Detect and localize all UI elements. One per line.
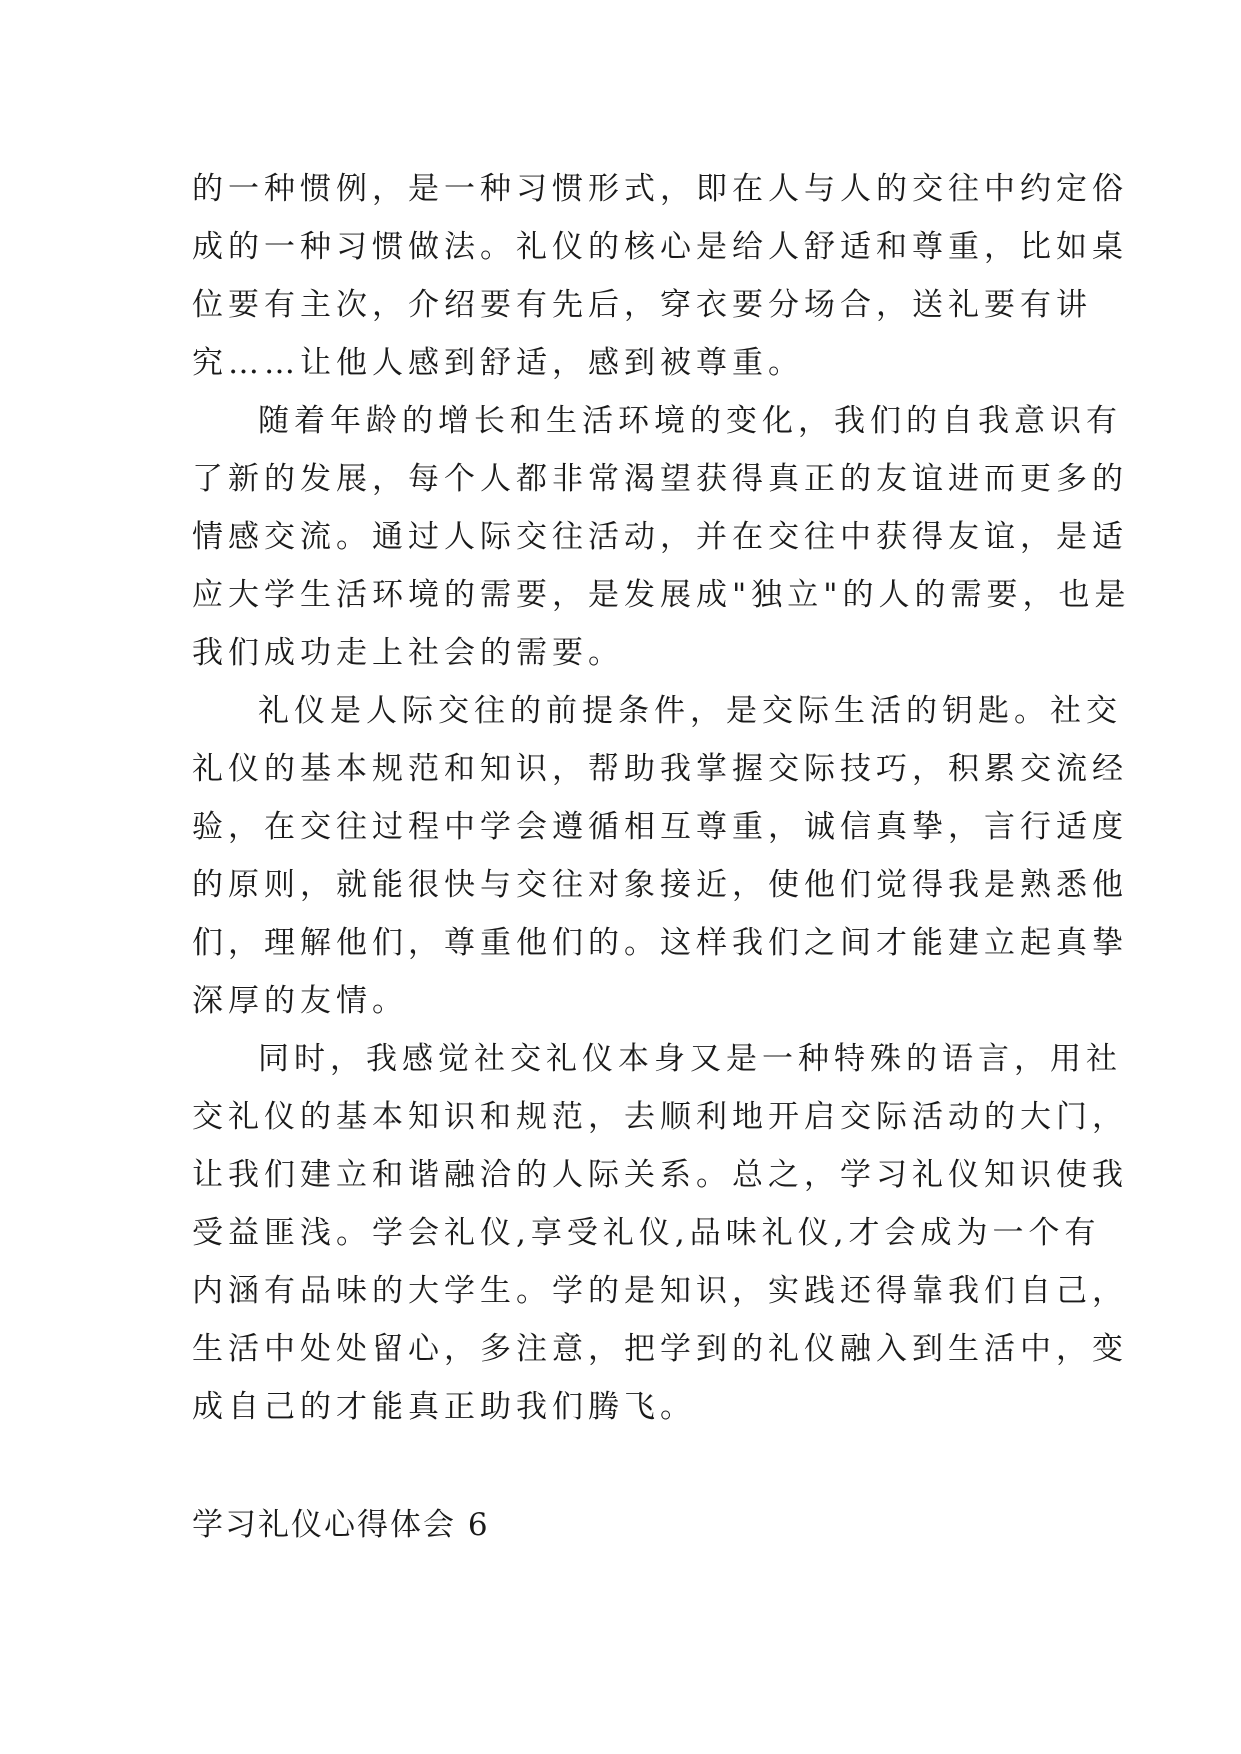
text-line: 究……让他人感到舒适，感到被尊重。 bbox=[192, 345, 804, 381]
text-line: 情感交流。通过人际交往活动，并在交往中获得友谊，是适 bbox=[192, 519, 1128, 555]
text-line: 们，理解他们，尊重他们的。这样我们之间才能建立起真挚 bbox=[192, 925, 1128, 961]
text-line: 位要有主次，介绍要有先后，穿衣要分场合，送礼要有讲 bbox=[192, 287, 1092, 323]
text-line: 礼仪的基本规范和知识，帮助我掌握交际技巧，积累交流经 bbox=[192, 751, 1128, 787]
paragraph-2 bbox=[192, 392, 1131, 682]
text-line: 随着年龄的增长和生活环境的变化，我们的自我意识有 bbox=[258, 403, 1122, 439]
paragraph-1 bbox=[192, 160, 1128, 392]
text-line: 成自己的才能真正助我们腾飞。 bbox=[192, 1389, 696, 1425]
text-line: 深厚的友情。 bbox=[192, 983, 408, 1019]
text-line: 同时，我感觉社交礼仪本身又是一种特殊的语言，用社 bbox=[258, 1041, 1122, 1077]
text-line: 的原则，就能很快与交往对象接近，使他们觉得我是熟悉他 bbox=[192, 867, 1128, 903]
paragraph-3 bbox=[192, 682, 1128, 1030]
text-line: 交礼仪的基本知识和规范，去顺利地开启交际活动的大门， bbox=[192, 1099, 1128, 1135]
text-line: 生活中处处留心，多注意，把学到的礼仪融入到生活中，变 bbox=[192, 1331, 1128, 1367]
text-line: 礼仪是人际交往的前提条件，是交际生活的钥匙。社交 bbox=[258, 693, 1122, 729]
section-heading: 学习礼仪心得体会 6 bbox=[192, 1507, 490, 1543]
document-body bbox=[192, 160, 1131, 1436]
text-line: 应大学生活环境的需要，是发展成"独立"的人的需要，也是 bbox=[192, 577, 1131, 613]
text-line: 让我们建立和谐融洽的人际关系。总之，学习礼仪知识使我 bbox=[192, 1157, 1128, 1193]
text-line: 的一种惯例，是一种习惯形式，即在人与人的交往中约定俗 bbox=[192, 171, 1128, 207]
text-line: 内涵有品味的大学生。学的是知识，实践还得靠我们自己， bbox=[192, 1273, 1128, 1309]
paragraph-4 bbox=[192, 1030, 1128, 1436]
text-line: 受益匪浅。学会礼仪,享受礼仪,品味礼仪,才会成为一个有 bbox=[192, 1215, 1101, 1251]
text-line: 了新的发展，每个人都非常渴望获得真正的友谊进而更多的 bbox=[192, 461, 1128, 497]
text-line: 我们成功走上社会的需要。 bbox=[192, 635, 624, 671]
text-line: 成的一种习惯做法。礼仪的核心是给人舒适和尊重，比如桌 bbox=[192, 229, 1128, 265]
text-line: 验，在交往过程中学会遵循相互尊重，诚信真挚，言行适度 bbox=[192, 809, 1128, 845]
